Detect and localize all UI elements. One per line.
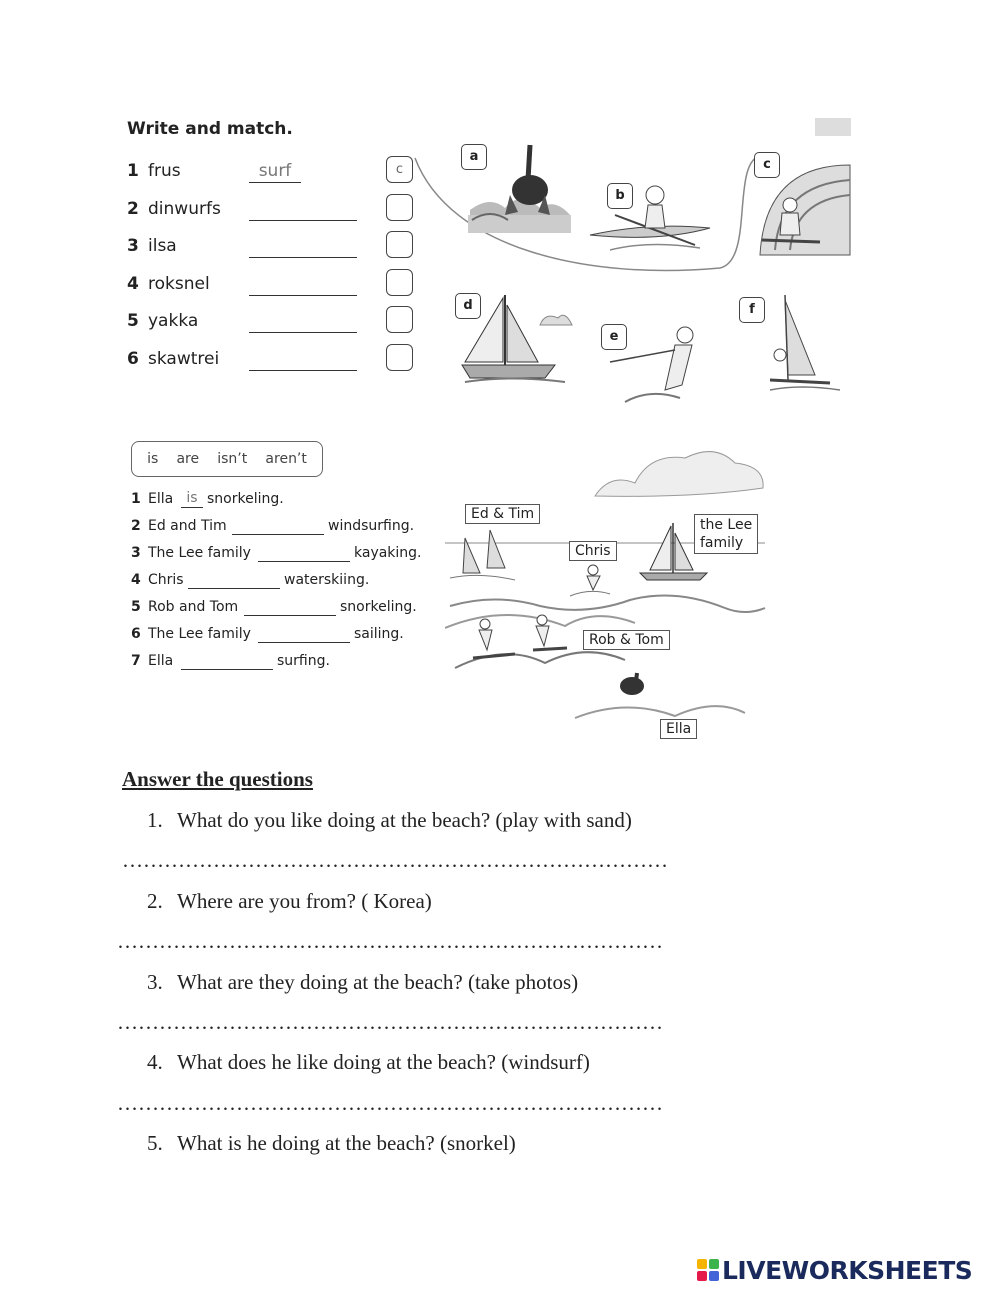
scene-label-ed-tim: Ed & Tim	[465, 504, 540, 524]
picture-label-c: c	[754, 152, 780, 178]
answer-input[interactable]	[117, 1006, 671, 1034]
question	[147, 1131, 516, 1156]
scene-label-chris: Chris	[569, 541, 617, 561]
surf-picture	[760, 165, 850, 255]
item-number: 1	[131, 491, 141, 507]
word-bank-item: are	[176, 451, 200, 467]
verb-input[interactable]	[244, 596, 336, 616]
picture-label-d: d	[455, 293, 481, 319]
activity-pictures	[410, 140, 855, 420]
sentence-subject: The Lee family	[148, 545, 251, 561]
scene-label-lee-family	[694, 514, 758, 554]
answer-input[interactable]	[249, 272, 357, 296]
word-row	[127, 234, 427, 264]
question	[147, 970, 578, 995]
question	[147, 808, 632, 833]
item-number: 2	[127, 199, 139, 219]
logo-square	[697, 1271, 707, 1281]
scrambled-word: skawtrei	[148, 349, 220, 369]
answer-dotted-line: ……………………………………………………………………	[117, 1091, 663, 1115]
item-number: 6	[131, 626, 141, 642]
question-text: What do you like doing at the beach? (play with sand)	[177, 808, 632, 832]
question-number: 5.	[147, 1131, 163, 1155]
item-number: 5	[127, 311, 139, 331]
word-row	[127, 159, 427, 189]
match-letter-box[interactable]	[386, 344, 413, 371]
answer-dotted-line: ……………………………………………………………………	[117, 1010, 663, 1034]
question-text: What is he doing at the beach? (snorkel)	[177, 1131, 516, 1155]
scrambled-word: roksnel	[148, 274, 210, 294]
word-row	[127, 347, 427, 377]
question-number: 3.	[147, 970, 163, 994]
sentence-subject: Rob and Tom	[148, 599, 239, 615]
item-number: 3	[127, 236, 139, 256]
verb-input[interactable]	[232, 515, 324, 535]
item-number: 5	[131, 599, 141, 615]
picture-label-a: a	[461, 144, 487, 170]
answer-input[interactable]	[117, 925, 671, 953]
question-number: 4.	[147, 1050, 163, 1074]
answer-input[interactable]	[249, 159, 301, 183]
word-bank-item: isn’t	[217, 451, 248, 467]
question	[147, 1050, 590, 1075]
sentence-activity: sailing.	[354, 626, 404, 642]
liveworksheets-logo	[697, 1253, 972, 1287]
logo-icon	[697, 1259, 719, 1281]
answer-dotted-line: ……………………………………………………………………	[117, 929, 663, 953]
match-letter-box[interactable]	[386, 231, 413, 258]
answer-input[interactable]	[249, 309, 357, 333]
verb-input[interactable]	[188, 569, 280, 589]
item-number: 4	[127, 274, 139, 294]
sentence-subject: Ed and Tim	[148, 518, 227, 534]
item-number: 7	[131, 653, 141, 669]
answer-input[interactable]	[249, 347, 357, 371]
match-line	[415, 155, 762, 271]
answer-dotted-line: ……………………………………………………………………	[122, 848, 668, 872]
scene-label-rob-tom: Rob & Tom	[583, 630, 670, 650]
word-row	[127, 272, 427, 302]
sentence-activity: snorkeling.	[207, 491, 284, 507]
verb-input[interactable]	[181, 488, 203, 508]
match-letter-box[interactable]	[386, 156, 413, 183]
section1-title: Write and match.	[127, 119, 293, 139]
match-letter-box[interactable]	[386, 269, 413, 296]
word-row	[127, 309, 427, 339]
question-number: 2.	[147, 889, 163, 913]
answer-input[interactable]	[249, 234, 357, 258]
item-number: 2	[131, 518, 141, 534]
picture-label-e: e	[601, 324, 627, 350]
question-text: Where are you from? ( Korea)	[177, 889, 432, 913]
word-bank	[131, 441, 323, 477]
question-number: 1.	[147, 808, 163, 832]
scrambled-word: ilsa	[148, 236, 177, 256]
windsurf-picture	[770, 295, 840, 390]
corner-tab	[815, 118, 851, 136]
item-number: 6	[127, 349, 139, 369]
item-number: 4	[131, 572, 141, 588]
item-number: 3	[131, 545, 141, 561]
logo-square	[709, 1259, 719, 1269]
scene-label-line: family	[700, 535, 744, 551]
picture-label-f: f	[739, 297, 765, 323]
sentence-subject: Chris	[148, 572, 184, 588]
beach-scene	[445, 428, 770, 746]
question	[147, 889, 432, 914]
word-bank-item: aren’t	[265, 451, 307, 467]
logo-text: LIVEWORKSHEETS	[722, 1255, 973, 1285]
sentence-activity: kayaking.	[354, 545, 422, 561]
scene-label-line: the Lee	[700, 517, 753, 533]
sentence-subject: Ella	[148, 491, 174, 507]
question-text: What are they doing at the beach? (take photos)	[177, 970, 579, 994]
sentence-activity: surfing.	[277, 653, 330, 669]
verb-input[interactable]	[258, 542, 350, 562]
scrambled-word: yakka	[148, 311, 199, 331]
scrambled-word: dinwurfs	[148, 199, 221, 219]
verb-input[interactable]	[258, 623, 350, 643]
item-number: 1	[127, 161, 139, 181]
match-letter-box[interactable]	[386, 194, 413, 221]
sentence-activity: waterskiing.	[284, 572, 370, 588]
match-letter-box[interactable]	[386, 306, 413, 333]
scene-label-ella: Ella	[660, 719, 697, 739]
sentence-subject: The Lee family	[148, 626, 251, 642]
question-text: What does he like doing at the beach? (windsurf)	[177, 1050, 590, 1074]
logo-square	[709, 1271, 719, 1281]
scrambled-word: frus	[148, 161, 181, 181]
sentence-subject: Ella	[148, 653, 174, 669]
verb-input[interactable]	[181, 650, 273, 670]
word-row	[127, 197, 427, 227]
section3-title: Answer the questions	[122, 767, 313, 791]
answer-input[interactable]	[117, 1087, 671, 1115]
picture-label-b: b	[607, 183, 633, 209]
answer-input[interactable]	[122, 844, 676, 872]
sentence-activity: windsurfing.	[328, 518, 415, 534]
word-bank-item: is	[147, 451, 159, 467]
answer-input[interactable]	[249, 197, 357, 221]
sentence-activity: snorkeling.	[340, 599, 417, 615]
logo-square	[697, 1259, 707, 1269]
